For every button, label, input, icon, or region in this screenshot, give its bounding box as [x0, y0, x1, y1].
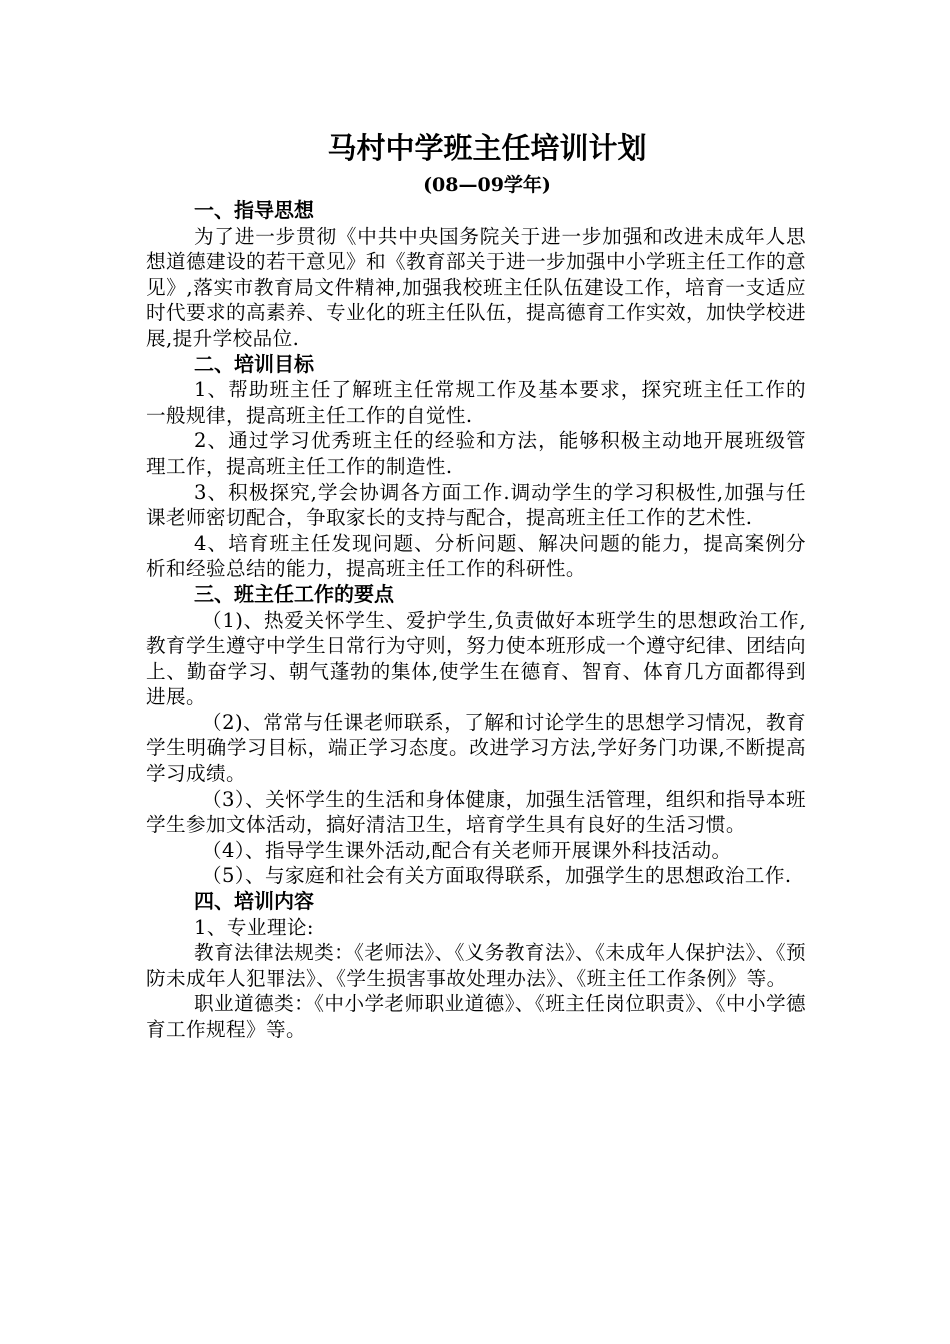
paragraph: （3）、关怀学生的生活和身体健康，加强生活管理，组织和指导本班学生参加文体活动，搞好清洁卫生，培育学生具有良好的生活习惯。 — [146, 787, 806, 837]
paragraph: （4）、指导学生课外活动,配合有关老师开展课外科技活动。 — [202, 838, 732, 862]
section-heading: 四、培训内容 — [194, 889, 314, 914]
paragraph: （1)、热爱关怀学生、爱护学生,负责做好本班学生的思想政治工作,教育学生遵守中学生日常行为守则，努力使本班形成一个遵守纪律、团结向上、勤奋学习、朝气蓬勃的集体,使学生在德育、智育、体育几方面都得到进展。 — [146, 608, 806, 709]
paragraph: （2)、常常与任课老师联系，了解和讨论学生的思想学习情况，教育学生明确学习目标，端正学习态度。改进学习方法,学好务门功课,不断提高学习成绩。 — [146, 710, 806, 786]
paragraph: 教育法律法规类：《老师法》、《义务教育法》、《未成年人保护法》、《预防未成年人犯罪法》、《学生损害事故处理办法》、《班主任工作条例》等。 — [146, 941, 806, 990]
paragraph: 4、培育班主任发现问题、分析问题、解决问题的能力，提高案例分析和经验总结的能力，提高班主任工作的科研性。 — [146, 531, 806, 581]
section-work-essentials — [146, 582, 806, 889]
paragraph: 1、帮助班主任了解班主任常规工作及基本要求，探究班主任工作的一般规律，提高班主任工作的自觉性. — [146, 378, 806, 427]
document-subtitle: (08—09学年) — [423, 174, 551, 196]
paragraph: 为了进一步贯彻《中共中央国务院关于进一步加强和改进未成年人思想道德建设的若干意见》和《教育部关于进一步加强中小学班主任工作的意见》,落实市教育局文件精神,加强我校班主任队伍建设工作，培育一支适应时代要求的高素养、专业化的班主任队伍，提高德育工作实效，加快学校进展,提升学校品位. — [146, 224, 806, 350]
section-heading: 三、班主任工作的要点 — [194, 581, 394, 606]
section-heading: 二、培训目标 — [194, 351, 314, 376]
paragraph: 1、专业理论: — [194, 915, 314, 939]
document-title: 马村中学班主任培训计划 — [327, 131, 647, 165]
document-page — [146, 128, 806, 1043]
paragraph: （5）、与家庭和社会有关方面取得联系，加强学生的思想政治工作. — [202, 864, 792, 888]
paragraph: 3、积极探究,学会协调各方面工作.调动学生的学习积极性,加强与任课老师密切配合，争取家长的支持与配合，提高班主任工作的艺术性. — [146, 480, 806, 530]
paragraph: 职业道德类：《中小学老师职业道德》、《班主任岗位职责》、《中小学德育工作规程》等。 — [146, 992, 806, 1041]
section-training-content — [146, 889, 806, 1043]
paragraph: 2、通过学习优秀班主任的经验和方法，能够积极主动地开展班级管理工作，提高班主任工作的制造性. — [146, 429, 806, 478]
section-guiding-ideology — [146, 198, 806, 352]
section-training-goals — [146, 352, 806, 582]
section-heading: 一、指导思想 — [194, 198, 314, 222]
